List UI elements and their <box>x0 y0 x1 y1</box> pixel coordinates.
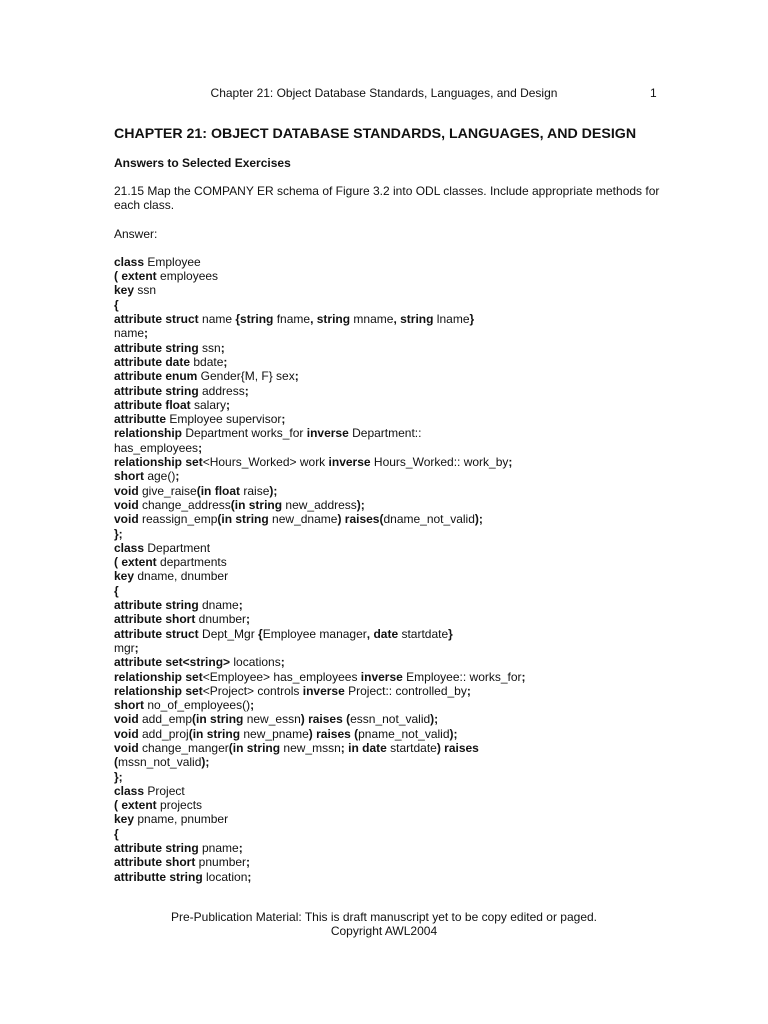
code-text: pname <box>198 841 239 856</box>
code-keyword: ; in date <box>340 740 387 755</box>
code-keyword: ; <box>198 440 203 455</box>
page-footer <box>0 910 768 938</box>
code-line <box>114 598 674 612</box>
odl-code-block <box>114 255 674 884</box>
answer-label: Answer: <box>114 226 158 241</box>
code-line <box>114 283 674 297</box>
code-keyword: relationship <box>114 426 183 441</box>
code-text: change_address <box>138 497 231 512</box>
code-text: new_pname <box>240 726 309 741</box>
code-line <box>114 841 674 855</box>
code-keyword: ); <box>356 497 365 512</box>
code-keyword: ; <box>508 455 513 470</box>
code-line <box>114 641 674 655</box>
code-keyword: attributte string <box>114 869 203 884</box>
code-keyword: { <box>114 297 119 312</box>
code-keyword: (in string <box>230 497 283 512</box>
code-line <box>114 412 674 426</box>
code-keyword: attribute date <box>114 354 191 369</box>
code-keyword: }; <box>114 526 123 541</box>
code-keyword: ) raises ( <box>308 726 359 741</box>
code-keyword: relationship set <box>114 455 203 470</box>
code-keyword: , string <box>310 312 351 327</box>
code-keyword: ; <box>238 841 243 856</box>
code-keyword: ( extent <box>114 798 157 813</box>
code-text: reassign_emp <box>138 512 218 527</box>
code-line <box>114 827 674 841</box>
code-text: Employee supervisor <box>166 412 282 427</box>
code-keyword: ; <box>521 669 526 684</box>
code-text: ssn <box>198 340 221 355</box>
code-keyword: ) raises <box>436 740 479 755</box>
code-line <box>114 712 674 726</box>
code-keyword: short <box>114 698 144 713</box>
code-keyword: ); <box>269 483 278 498</box>
code-text: Department:: <box>348 426 422 441</box>
code-text: ssn <box>134 283 157 298</box>
code-text: <Employee> has_employees <box>202 669 361 684</box>
code-line <box>114 741 674 755</box>
code-line <box>114 684 674 698</box>
code-keyword: ( extent <box>114 269 157 284</box>
code-keyword: relationship set <box>114 669 203 684</box>
code-keyword: ; <box>244 383 249 398</box>
code-keyword: }; <box>114 769 123 784</box>
code-keyword: ( extent <box>114 555 157 570</box>
code-text: startdate <box>386 740 437 755</box>
code-text: startdate <box>398 626 449 641</box>
code-line <box>114 812 674 826</box>
code-keyword: ; <box>134 640 139 655</box>
code-keyword: attribute set<string> <box>114 655 231 670</box>
code-text: age() <box>144 469 176 484</box>
code-keyword: ; <box>144 326 149 341</box>
code-text: employees <box>156 269 219 284</box>
code-keyword: void <box>114 740 139 755</box>
code-keyword: , string <box>393 312 434 327</box>
code-line <box>114 426 674 440</box>
code-keyword: } <box>448 626 453 641</box>
code-keyword: void <box>114 712 139 727</box>
code-keyword: relationship set <box>114 683 203 698</box>
code-text: new_dname <box>268 512 338 527</box>
code-keyword: attribute struct <box>114 312 199 327</box>
code-text: name <box>114 326 145 341</box>
code-text: mssn_not_valid <box>118 755 202 770</box>
code-line <box>114 441 674 455</box>
code-line <box>114 569 674 583</box>
code-keyword: ; <box>280 655 285 670</box>
code-keyword: ) raises( <box>337 512 384 527</box>
code-text: <Hours_Worked> work <box>202 455 329 470</box>
code-keyword: attribute float <box>114 397 191 412</box>
code-keyword: attribute string <box>114 841 199 856</box>
code-keyword: attribute enum <box>114 369 198 384</box>
code-keyword: (in string <box>192 712 244 727</box>
code-keyword: short <box>114 469 144 484</box>
code-keyword: ; <box>250 698 255 713</box>
code-keyword: void <box>114 726 139 741</box>
code-keyword: ); <box>449 726 458 741</box>
running-header-title: Chapter 21: Object Database Standards, Languages, and Design <box>210 86 558 100</box>
code-keyword: key <box>114 283 135 298</box>
code-text: mname <box>350 312 394 327</box>
code-text: add_proj <box>138 726 189 741</box>
code-text: Hours_Worked:: work_by <box>370 455 509 470</box>
code-line <box>114 269 674 283</box>
code-keyword: attribute short <box>114 612 196 627</box>
code-text: new_essn <box>243 712 301 727</box>
code-keyword: , date <box>366 626 399 641</box>
code-text: name <box>198 312 236 327</box>
exercise-text: 21.15 Map the COMPANY ER schema of Figure 3.2 into ODL classes. Include appropriate methods for each class. <box>114 184 660 213</box>
code-text: pname, pnumber <box>134 812 229 827</box>
code-line <box>114 369 674 383</box>
code-keyword: ; <box>247 869 252 884</box>
code-keyword: (in string <box>217 512 269 527</box>
code-line <box>114 326 674 340</box>
code-text: raise <box>240 483 270 498</box>
code-text: add_emp <box>138 712 193 727</box>
code-text: locations <box>230 655 281 670</box>
code-text: new_mssn <box>280 740 341 755</box>
footer-copyright: Copyright AWL2004 <box>330 924 438 938</box>
code-keyword: attribute short <box>114 855 196 870</box>
code-line <box>114 670 674 684</box>
code-line <box>114 527 674 541</box>
code-keyword: ; <box>246 855 251 870</box>
code-keyword: key <box>114 812 135 827</box>
code-text: Project:: controlled_by <box>344 683 467 698</box>
code-line <box>114 698 674 712</box>
code-keyword: (in float <box>196 483 241 498</box>
code-text: has_employees <box>114 440 199 455</box>
code-line <box>114 612 674 626</box>
chapter-title: CHAPTER 21: OBJECT DATABASE STANDARDS, LANGUAGES, AND DESIGN <box>114 126 637 142</box>
code-line <box>114 541 674 555</box>
code-text: <Project> controls <box>202 683 303 698</box>
code-keyword: attributte <box>114 412 166 427</box>
code-keyword: ); <box>474 512 483 527</box>
code-keyword: attribute string <box>114 383 199 398</box>
code-text: address <box>198 383 245 398</box>
code-text: dname <box>198 598 239 613</box>
code-keyword: ); <box>430 712 439 727</box>
code-text: fname <box>273 312 311 327</box>
code-line <box>114 855 674 869</box>
code-line <box>114 255 674 269</box>
code-keyword: ; <box>175 469 180 484</box>
code-line <box>114 298 674 312</box>
code-text: Department works_for <box>182 426 307 441</box>
code-keyword: } <box>469 312 475 327</box>
code-line <box>114 355 674 369</box>
code-line <box>114 484 674 498</box>
footer-notice: Pre-Publication Material: This is draft manuscript yet to be copy edited or paged. <box>171 910 597 924</box>
code-text: change_manger <box>138 740 229 755</box>
code-line <box>114 512 674 526</box>
code-keyword: ; <box>223 354 228 369</box>
code-keyword: attribute string <box>114 340 199 355</box>
code-line <box>114 755 674 769</box>
code-keyword: class <box>114 540 145 555</box>
code-text: projects <box>156 798 203 813</box>
code-keyword: attribute string <box>114 598 199 613</box>
code-line <box>114 584 674 598</box>
code-text: dname_not_valid <box>383 512 475 527</box>
code-keyword: void <box>114 483 139 498</box>
code-line <box>114 770 674 784</box>
code-text: Department <box>144 540 211 555</box>
code-text: dname, dnumber <box>134 569 229 584</box>
code-keyword: inverse <box>306 426 349 441</box>
code-text: Gender{M, F} sex <box>197 369 295 384</box>
page-content <box>114 126 674 884</box>
code-keyword: ; <box>246 612 251 627</box>
code-keyword: ; <box>220 340 225 355</box>
section-title: Answers to Selected Exercises <box>114 156 291 170</box>
code-keyword: ); <box>201 755 210 770</box>
code-text: no_of_employees() <box>144 698 251 713</box>
code-text: Employee <box>144 254 201 269</box>
code-text: Employee manager <box>262 626 367 641</box>
code-text: dnumber <box>195 612 247 627</box>
code-keyword: ; <box>226 397 231 412</box>
code-line <box>114 870 674 884</box>
code-keyword: (in string <box>188 726 241 741</box>
code-keyword: (in string <box>228 740 281 755</box>
code-line <box>114 384 674 398</box>
code-keyword: class <box>114 783 145 798</box>
code-line <box>114 341 674 355</box>
code-text: Employee:: works_for <box>402 669 522 684</box>
code-text: salary <box>190 397 227 412</box>
code-keyword: attribute struct <box>114 626 199 641</box>
code-text: mgr <box>114 640 135 655</box>
code-keyword: ; <box>281 412 286 427</box>
code-line <box>114 627 674 641</box>
code-line <box>114 312 674 326</box>
code-line <box>114 655 674 669</box>
code-keyword: ( <box>114 755 118 770</box>
code-line <box>114 455 674 469</box>
code-text: Project <box>144 783 185 798</box>
code-text: Dept_Mgr <box>198 626 259 641</box>
code-keyword: key <box>114 569 135 584</box>
code-line <box>114 469 674 483</box>
code-keyword: { <box>114 826 119 841</box>
code-line <box>114 498 674 512</box>
code-line <box>114 555 674 569</box>
code-text: new_address <box>282 497 357 512</box>
code-text: bdate <box>190 354 224 369</box>
code-keyword: void <box>114 497 139 512</box>
code-keyword: ; <box>294 369 299 384</box>
code-keyword: class <box>114 254 145 269</box>
code-text: departments <box>156 555 227 570</box>
code-line <box>114 727 674 741</box>
code-keyword: ; <box>466 683 471 698</box>
code-keyword: inverse <box>328 455 371 470</box>
code-keyword: { <box>114 583 119 598</box>
code-keyword: ) raises ( <box>300 712 351 727</box>
code-line <box>114 784 674 798</box>
code-text: pnumber <box>195 855 247 870</box>
code-line <box>114 798 674 812</box>
code-keyword: inverse <box>360 669 403 684</box>
page-number: 1 <box>650 86 657 100</box>
code-text: give_raise <box>138 483 197 498</box>
code-keyword: void <box>114 512 139 527</box>
code-keyword: {string <box>235 312 274 327</box>
code-text: location <box>202 869 248 884</box>
code-text: essn_not_valid <box>350 712 431 727</box>
code-keyword: ; <box>238 598 243 613</box>
code-keyword: inverse <box>302 683 345 698</box>
code-keyword: { <box>258 626 263 641</box>
code-line <box>114 398 674 412</box>
code-text: pname_not_valid <box>358 726 450 741</box>
code-text: lname <box>433 312 470 327</box>
